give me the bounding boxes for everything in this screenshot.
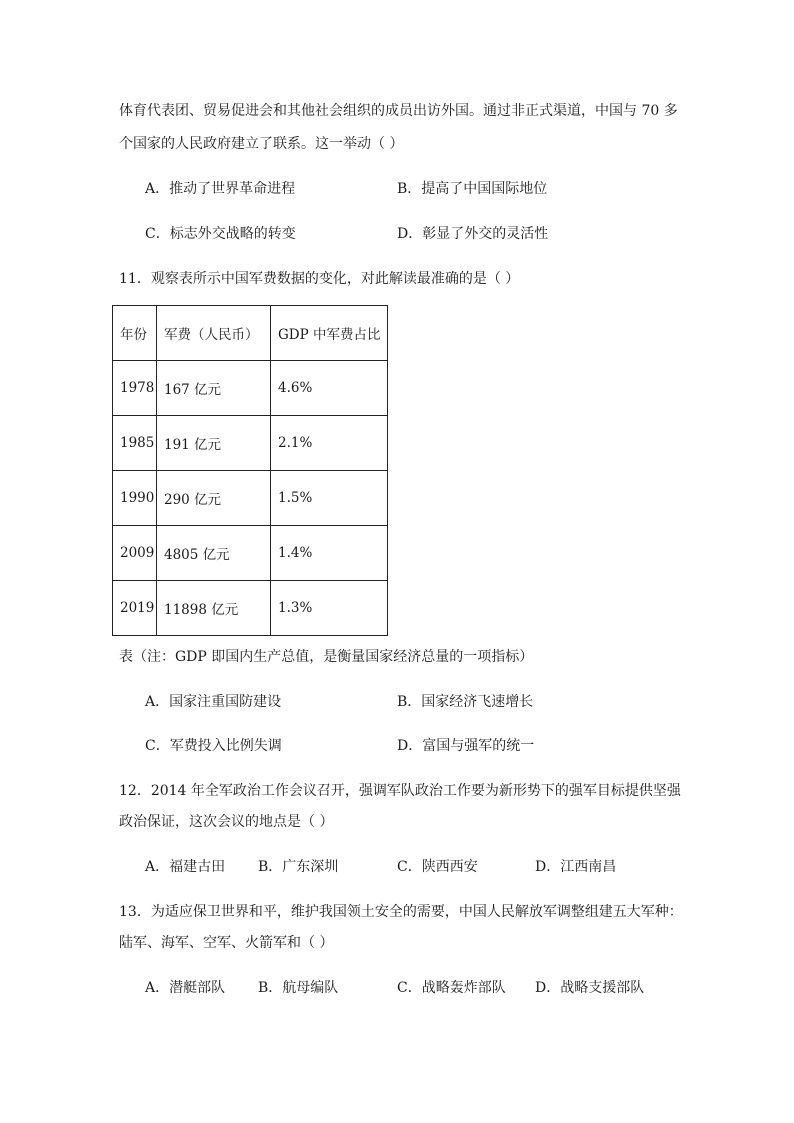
- q10-option-b: B．提高了中国国际地位: [397, 181, 548, 197]
- table-row: [113, 471, 388, 526]
- q11-option-b: B．国家经济飞速增长: [397, 694, 534, 710]
- table-cell-year: 2019: [113, 581, 157, 636]
- q10-option-d: D．彰显了外交的灵活性: [397, 226, 549, 242]
- q13-option-a: A．潜艇部队: [145, 980, 226, 996]
- q10-option-a: A．推动了世界革命进程: [145, 181, 296, 197]
- table-cell-spending: 167 亿元: [157, 361, 271, 416]
- q11-table-note: 表（注：GDP 即国内生产总值，是衡量国家经济总量的一项指标）: [119, 649, 534, 665]
- q12-option-a: A．福建古田: [145, 859, 226, 875]
- q11-option-d: D．富国与强军的统一: [397, 738, 535, 754]
- table-header-row: [113, 306, 388, 361]
- table-row: [113, 526, 388, 581]
- q10-stem-line2: 个国家的人民政府建立了联系。这一举动（ ）: [119, 136, 404, 152]
- table-cell-gdp-share: 4.6%: [271, 361, 388, 416]
- q12-stem-line1: 12．2014 年全军政治工作会议召开，强调军队政治工作要为新形势下的强军目标提供坚强: [119, 783, 681, 799]
- table-cell-year: 1990: [113, 471, 157, 526]
- table-cell-spending: 191 亿元: [157, 416, 271, 471]
- table-row: [113, 581, 388, 636]
- table-cell-spending: 4805 亿元: [157, 526, 271, 581]
- table-header-cell: 军费（人民币）: [157, 306, 271, 361]
- table-cell-gdp-share: 1.3%: [271, 581, 388, 636]
- table-cell-spending: 290 亿元: [157, 471, 271, 526]
- q11-option-a: A．国家注重国防建设: [145, 694, 282, 710]
- table-cell-gdp-share: 1.4%: [271, 526, 388, 581]
- table-cell-year: 1985: [113, 416, 157, 471]
- q13-option-c: C．战略轰炸部队: [397, 980, 506, 996]
- table-row: [113, 361, 388, 416]
- military-spending-table: [112, 305, 388, 636]
- q11-option-c: C．军费投入比例失调: [145, 738, 282, 754]
- table-cell-spending: 11898 亿元: [157, 581, 271, 636]
- table-cell-gdp-share: 1.5%: [271, 471, 388, 526]
- table-cell-year: 1978: [113, 361, 157, 416]
- table-header-cell: 年份: [113, 306, 157, 361]
- q10-option-c: C．标志外交战略的转变: [145, 226, 296, 242]
- q13-stem-line1: 13．为适应保卫世界和平，维护我国领土安全的需要，中国人民解放军调整组建五大军种：: [119, 904, 683, 920]
- table-row: [113, 416, 388, 471]
- table-cell-gdp-share: 2.1%: [271, 416, 388, 471]
- q11-stem: 11．观察表所示中国军费数据的变化，对此解读最准确的是（ ）: [119, 271, 520, 287]
- q13-option-b: B．航母编队: [258, 980, 339, 996]
- q13-option-d: D．战略支援部队: [535, 980, 645, 996]
- q12-option-d: D．江西南昌: [535, 859, 617, 875]
- q12-stem-line2: 政治保证，这次会议的地点是（ ）: [119, 814, 334, 830]
- q10-stem-line1: 体育代表团、贸易促进会和其他社会组织的成员出访外国。通过非正式渠道，中国与 70 多: [119, 103, 678, 119]
- table-header-cell: GDP 中军费占比: [271, 306, 388, 361]
- q12-option-b: B．广东深圳: [258, 859, 339, 875]
- table-cell-year: 2009: [113, 526, 157, 581]
- q13-stem-line2: 陆军、海军、空军、火箭军和（ ）: [119, 935, 334, 951]
- q12-option-c: C．陕西西安: [397, 859, 478, 875]
